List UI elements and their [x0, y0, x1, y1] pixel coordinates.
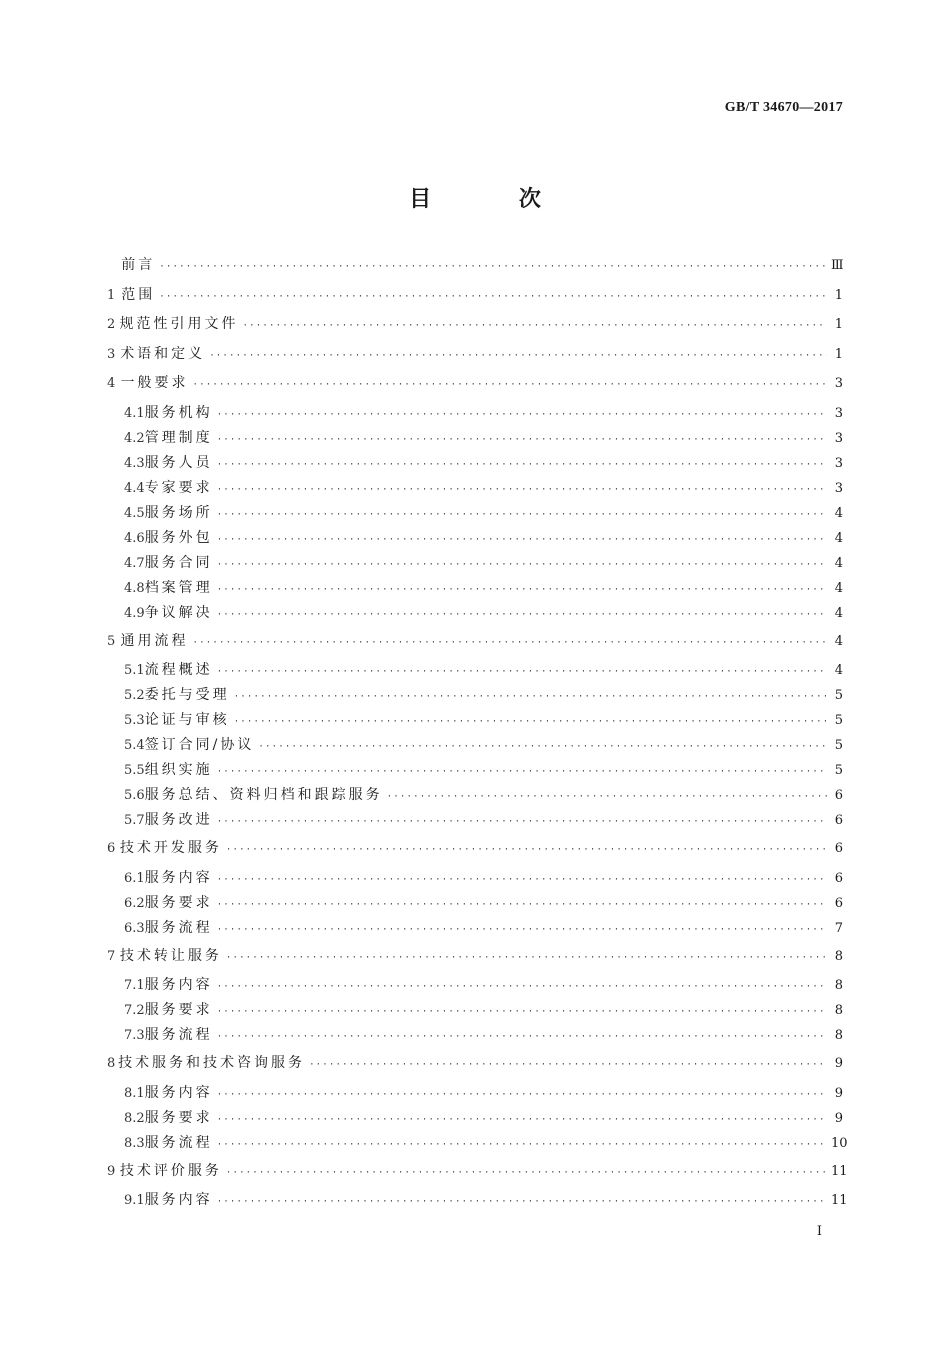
toc-leader-dots	[217, 762, 827, 782]
toc-leader-dots	[217, 1192, 827, 1212]
toc-entry-page: 8	[834, 1003, 843, 1018]
toc-entry[interactable]	[107, 918, 843, 943]
toc-leader-dots	[217, 505, 827, 525]
toc-entry-page: 3	[834, 430, 843, 446]
toc-entry-page: 3	[834, 480, 843, 496]
toc-entry-number: 2	[107, 317, 116, 332]
toc-entry-number: 4.5	[124, 505, 145, 521]
toc-entry-page: 4	[834, 605, 843, 621]
toc-entry-page: 9	[834, 1085, 843, 1101]
toc-entry-label: 技术转让服务	[119, 947, 222, 964]
toc-entry-number: 6.3	[124, 920, 145, 936]
toc-entry[interactable]	[107, 1133, 848, 1158]
toc-leader-dots	[217, 555, 827, 575]
toc-leader-dots	[217, 870, 827, 890]
toc-entry-number: 8.1	[124, 1085, 145, 1101]
toc-entry-label: 流程概述	[144, 662, 213, 678]
toc-entry-label: 技术开发服务	[119, 840, 222, 856]
toc-entry-page: 1	[834, 287, 843, 303]
toc-entry-page: 5	[834, 763, 843, 778]
toc-entry-page: 1	[834, 346, 843, 362]
toc-entry[interactable]	[107, 868, 843, 893]
toc-entry[interactable]	[107, 838, 843, 868]
toc-entry-number: 7	[107, 948, 116, 964]
standard-code: GB/T 34670—2017	[724, 100, 843, 115]
toc-entry-label: 术语和定义	[120, 345, 206, 362]
toc-leader-dots	[234, 712, 827, 732]
toc-entry-number: 5.3	[124, 713, 145, 728]
toc-entry-page: 5	[834, 713, 843, 728]
toc-entry-label: 服务内容	[144, 977, 213, 993]
toc-entry-page: 6	[834, 788, 843, 803]
toc-entry-page: 6	[834, 841, 843, 856]
toc-entry-label: 签订合同/协议	[144, 737, 255, 753]
toc-entry-page: 8	[834, 978, 843, 993]
toc-entry-label: 管理制度	[144, 429, 213, 446]
toc-entry-number: 1	[107, 287, 116, 303]
toc-entry-number: 4.9	[124, 605, 145, 621]
toc-entry-label: 一般要求	[120, 375, 189, 391]
toc-leader-dots	[258, 737, 827, 757]
toc-entry[interactable]	[107, 578, 843, 603]
toc-entry-page: 5	[834, 738, 843, 753]
toc-entry-number: 5.4	[124, 738, 145, 753]
toc-entry[interactable]	[107, 553, 843, 578]
page-number: I	[816, 1224, 822, 1239]
toc-entry[interactable]	[107, 503, 843, 528]
toc-entry-page: 6	[834, 895, 843, 911]
toc-entry-page: 4	[834, 663, 843, 678]
toc-entry-label: 组织实施	[144, 762, 213, 778]
toc-entry-page: 6	[834, 813, 843, 828]
toc-entry-page: 1	[834, 317, 843, 332]
toc-entry-number: 4.8	[124, 580, 145, 596]
toc-entry-page: 9	[834, 1110, 843, 1126]
toc-entry[interactable]	[107, 453, 843, 478]
toc-entry-number: 4.3	[124, 455, 145, 471]
toc-entry[interactable]	[107, 1000, 843, 1025]
toc-entry[interactable]	[107, 403, 843, 428]
toc-leader-dots	[193, 375, 827, 395]
toc-entry[interactable]	[107, 893, 843, 918]
toc-leader-dots	[217, 977, 827, 997]
toc-entry-page: 3	[834, 405, 843, 421]
toc-entry-label: 服务内容	[144, 1192, 213, 1208]
toc-entry-number: 5.2	[124, 688, 145, 703]
toc-entry-label: 技术服务和技术咨询服务	[118, 1055, 306, 1071]
toc-leader-dots	[217, 580, 827, 600]
toc-entry-label: 服务流程	[144, 1134, 213, 1151]
toc-entry-number: 8.2	[124, 1110, 145, 1126]
toc-leader-dots	[226, 1163, 827, 1183]
toc-entry[interactable]	[107, 344, 843, 374]
table-of-contents	[107, 255, 848, 1215]
toc-entry-label: 委托与受理	[144, 687, 230, 703]
toc-entry-label: 争议解决	[144, 604, 213, 621]
toc-entry-number: 4.4	[124, 480, 145, 496]
toc-entry-label: 服务内容	[144, 1084, 213, 1101]
toc-entry-page: 4	[834, 555, 843, 571]
toc-entry-number: 3	[107, 346, 116, 362]
toc-entry-page: Ⅲ	[831, 258, 844, 273]
toc-entry[interactable]	[107, 631, 843, 661]
toc-entry-number: 5	[107, 633, 116, 649]
toc-entry-number: 5.7	[124, 813, 145, 828]
toc-entry-number: 9.1	[124, 1193, 145, 1208]
toc-entry[interactable]	[107, 760, 843, 785]
toc-leader-dots	[217, 920, 827, 940]
toc-leader-dots	[217, 1002, 827, 1022]
page-title: 目 次	[409, 187, 581, 212]
toc-entry[interactable]	[107, 1083, 843, 1108]
toc-leader-dots	[226, 840, 827, 860]
toc-leader-dots	[217, 405, 827, 425]
toc-entry-page: 7	[834, 920, 843, 936]
toc-entry-label: 论证与审核	[144, 712, 230, 728]
toc-leader-dots	[217, 530, 827, 550]
toc-entry-number: 8.3	[124, 1135, 145, 1151]
toc-entry[interactable]	[107, 685, 843, 710]
toc-entry[interactable]	[107, 810, 843, 835]
toc-entry[interactable]	[107, 528, 843, 553]
toc-entry-page: 4	[834, 580, 843, 596]
toc-leader-dots	[217, 1085, 827, 1105]
toc-entry-number: 8	[107, 1056, 116, 1071]
toc-entry-label: 服务外包	[144, 529, 213, 546]
toc-leader-dots	[193, 633, 827, 653]
toc-entry-page: 4	[834, 505, 843, 521]
toc-entry[interactable]	[107, 255, 843, 285]
toc-entry-page: 8	[834, 1028, 843, 1043]
toc-entry[interactable]	[107, 660, 843, 685]
toc-entry-page: 4	[834, 633, 843, 649]
toc-entry-number: 4.1	[124, 405, 145, 421]
toc-entry-label: 服务流程	[144, 919, 213, 936]
toc-entry[interactable]	[107, 428, 843, 453]
toc-leader-dots	[159, 287, 827, 307]
toc-leader-dots	[217, 895, 827, 915]
toc-entry-number: 6	[107, 841, 116, 856]
toc-entry-label: 档案管理	[144, 579, 213, 596]
toc-entry-number: 5.5	[124, 763, 145, 778]
toc-leader-dots	[217, 1135, 827, 1155]
toc-entry-label: 服务改进	[144, 812, 213, 828]
toc-entry[interactable]	[107, 314, 843, 344]
toc-entry-page: 3	[834, 455, 843, 471]
toc-entry[interactable]	[107, 1161, 848, 1191]
toc-leader-dots	[387, 787, 827, 807]
toc-entry[interactable]	[107, 478, 843, 503]
toc-entry-label: 规范性引用文件	[119, 316, 239, 332]
toc-entry-label: 服务要求	[144, 894, 213, 911]
toc-leader-dots	[226, 948, 827, 968]
toc-entry-label: 服务流程	[144, 1027, 213, 1043]
toc-leader-dots	[217, 430, 827, 450]
toc-entry[interactable]	[107, 1108, 843, 1133]
toc-entry[interactable]	[107, 946, 843, 976]
toc-entry[interactable]	[107, 735, 843, 760]
toc-entry-number: 7.2	[124, 1003, 145, 1018]
toc-entry-number: 5.1	[124, 663, 145, 678]
toc-entry-label: 服务人员	[144, 454, 213, 471]
toc-entry-label: 前言	[121, 257, 156, 273]
toc-leader-dots	[217, 480, 827, 500]
toc-entry-number: 7.1	[124, 978, 145, 993]
toc-entry-page: 5	[834, 688, 843, 703]
toc-entry-page: 4	[834, 530, 843, 546]
toc-entry-label: 范围	[121, 286, 156, 303]
toc-entry[interactable]	[107, 1053, 843, 1083]
toc-leader-dots	[217, 1110, 827, 1130]
toc-leader-dots	[242, 316, 827, 336]
toc-entry-number: 6.1	[124, 870, 145, 886]
toc-entry[interactable]	[107, 285, 843, 315]
toc-entry-page: 11	[831, 1163, 848, 1179]
toc-entry-page: 10	[831, 1135, 848, 1151]
toc-leader-dots	[217, 812, 827, 832]
toc-entry-label: 服务要求	[144, 1002, 213, 1018]
toc-entry-number: 4.2	[124, 430, 145, 446]
toc-entry-page: 6	[834, 870, 843, 886]
toc-leader-dots	[217, 455, 827, 475]
toc-entry[interactable]	[107, 785, 843, 810]
toc-entry-page: 9	[834, 1056, 843, 1071]
toc-entry-page: 3	[834, 376, 843, 391]
toc-leader-dots	[217, 605, 827, 625]
toc-entry-label: 服务总结、资料归档和跟踪服务	[144, 787, 383, 803]
toc-entry[interactable]	[107, 603, 843, 628]
toc-leader-dots	[209, 346, 827, 366]
toc-entry-label: 通用流程	[120, 632, 189, 649]
toc-entry-number: 4.7	[124, 555, 145, 571]
toc-entry-number: 6.2	[124, 895, 145, 911]
toc-leader-dots	[217, 662, 827, 682]
toc-entry-number: 5.6	[124, 788, 145, 803]
toc-entry-number: 9	[107, 1163, 116, 1179]
toc-entry-label: 服务合同	[144, 554, 213, 571]
toc-entry[interactable]	[107, 1025, 843, 1050]
toc-entry-number: 4	[107, 376, 116, 391]
toc-entry-page: 11	[831, 1193, 848, 1208]
toc-entry[interactable]	[107, 710, 843, 735]
toc-entry[interactable]	[107, 373, 843, 403]
toc-entry-label: 服务场所	[144, 504, 213, 521]
toc-entry[interactable]	[107, 975, 843, 1000]
toc-entry-page: 8	[834, 948, 843, 964]
toc-entry-label: 技术评价服务	[119, 1162, 222, 1179]
toc-leader-dots	[234, 687, 827, 707]
toc-entry-label: 服务内容	[144, 869, 213, 886]
toc-entry-number: 4.6	[124, 530, 145, 546]
toc-entry[interactable]	[107, 1190, 848, 1215]
toc-leader-dots	[309, 1055, 827, 1075]
toc-entry-number: 7.3	[124, 1028, 145, 1043]
toc-leader-dots	[217, 1027, 827, 1047]
toc-entry-label: 服务要求	[144, 1109, 213, 1126]
toc-entry-label: 服务机构	[144, 404, 213, 421]
toc-entry-label: 专家要求	[144, 479, 213, 496]
toc-leader-dots	[159, 257, 827, 277]
